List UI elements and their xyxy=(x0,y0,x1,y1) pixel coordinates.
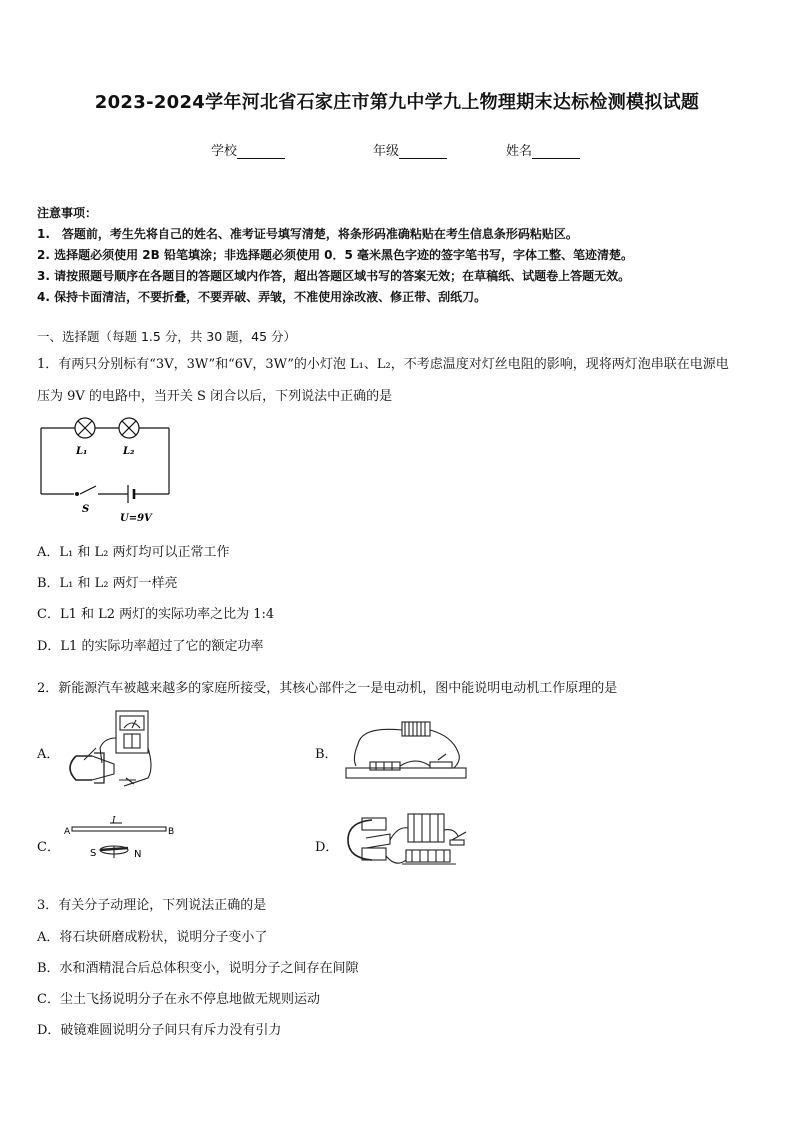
q1-stem-line2: 压为 9V 的电路中，当开关 S 闭合以后，下列说法中正确的是 xyxy=(37,389,393,404)
notice-item: 3. 请按照题号顺序在各题目的答题区域内作答，超出答题区域书写的答案无效；在草稿纸、试题卷上答题无效。 xyxy=(37,269,631,283)
label-i: I xyxy=(112,816,116,826)
q1-option-a[interactable]: A．L₁ 和 L₂ 两灯均可以正常工作 xyxy=(37,545,230,560)
q1-stem-line1: 1．有两只分别标有“3V，3W”和“6V，3W”的小灯泡 L₁、L₂，不考虑温度对灯丝电阻的影响，现将两灯泡串联在电源电 xyxy=(37,357,729,372)
label-a: A xyxy=(64,827,71,837)
q2-figure-d-motor[interactable] xyxy=(342,810,472,876)
page-title: 2023-2024学年河北省石家庄市第九中学九上物理期末达标检测模拟试题 xyxy=(94,92,700,113)
school-blank[interactable] xyxy=(237,145,285,159)
q2-option-a[interactable]: A． xyxy=(37,747,60,762)
label-voltage: U=9V xyxy=(120,513,152,524)
name-label: 姓名 xyxy=(506,144,533,159)
name-blank[interactable] xyxy=(532,145,580,159)
battery-icon xyxy=(128,485,134,503)
school-field[interactable] xyxy=(211,140,285,159)
section-title: 一、选择题（每题 1.5 分，共 30 题，45 分） xyxy=(37,329,297,344)
q2-figure-a-generator[interactable] xyxy=(64,708,164,793)
q3-option-c[interactable]: C．尘土飞扬说明分子在永不停息地做无规则运动 xyxy=(37,992,320,1007)
q3-option-d[interactable]: D．破镜难圆说明分子间只有斥力没有引力 xyxy=(37,1023,282,1038)
grade-label: 年级 xyxy=(373,144,400,159)
q1-circuit-diagram xyxy=(38,414,178,526)
lamp-l1-icon xyxy=(75,418,95,438)
label-l1: L₁ xyxy=(76,446,88,457)
lamp-l2-icon xyxy=(119,418,139,438)
school-label: 学校 xyxy=(211,144,238,159)
notice-item: 4. 保持卡面清洁，不要折叠，不要弄破、弄皱，不准使用涂改液、修正带、刮纸刀。 xyxy=(37,290,487,304)
q2-stem: 2．新能源汽车被越来越多的家庭所接受，其核心部件之一是电动机，图中能说明电动机工作原理的是 xyxy=(37,681,618,696)
notice-block xyxy=(37,203,633,308)
q3-option-b[interactable]: B．水和酒精混合后总体积变小，说明分子之间存在间隙 xyxy=(37,961,359,976)
notice-heading: 注意事项： xyxy=(37,206,98,220)
q3-option-a[interactable]: A．将石块研磨成粉状，说明分子变小了 xyxy=(37,930,268,945)
label-switch: S xyxy=(82,504,90,515)
notice-item: 1. 答题前，考生先将自己的姓名、准考证号填写清楚，将条形码准确粘贴在考生信息条形码粘贴区。 xyxy=(37,227,578,241)
notice-item: 2. 选择题必须使用 2B 铅笔填涂；非选择题必须使用 0．5 毫米黑色字迹的签字笔书写，字体工整、笔迹清楚。 xyxy=(37,248,633,262)
q1-option-b[interactable]: B．L₁ 和 L₂ 两灯一样亮 xyxy=(37,576,178,591)
grade-blank[interactable] xyxy=(399,145,447,159)
label-n: N xyxy=(134,849,142,860)
q2-option-c[interactable]: C． xyxy=(37,840,60,855)
q1-option-c[interactable]: C．L1 和 L2 两灯的实际功率之比为 1:4 xyxy=(37,607,275,622)
label-l2: L₂ xyxy=(123,446,135,457)
switch-contact-icon xyxy=(75,492,79,496)
q1-option-d[interactable]: D．L1 的实际功率超过了它的额定功率 xyxy=(37,639,264,654)
q2-option-d[interactable]: D． xyxy=(315,840,339,855)
label-b: B xyxy=(168,827,175,837)
q2-figure-b-electromagnet[interactable] xyxy=(342,716,472,782)
q2-option-b[interactable]: B． xyxy=(315,747,338,762)
grade-field[interactable] xyxy=(373,140,447,159)
label-s: S xyxy=(90,848,97,859)
q2-figure-c-oersted[interactable] xyxy=(64,814,184,864)
name-field[interactable] xyxy=(506,140,580,159)
q3-stem: 3．有关分子动理论，下列说法正确的是 xyxy=(37,898,267,913)
